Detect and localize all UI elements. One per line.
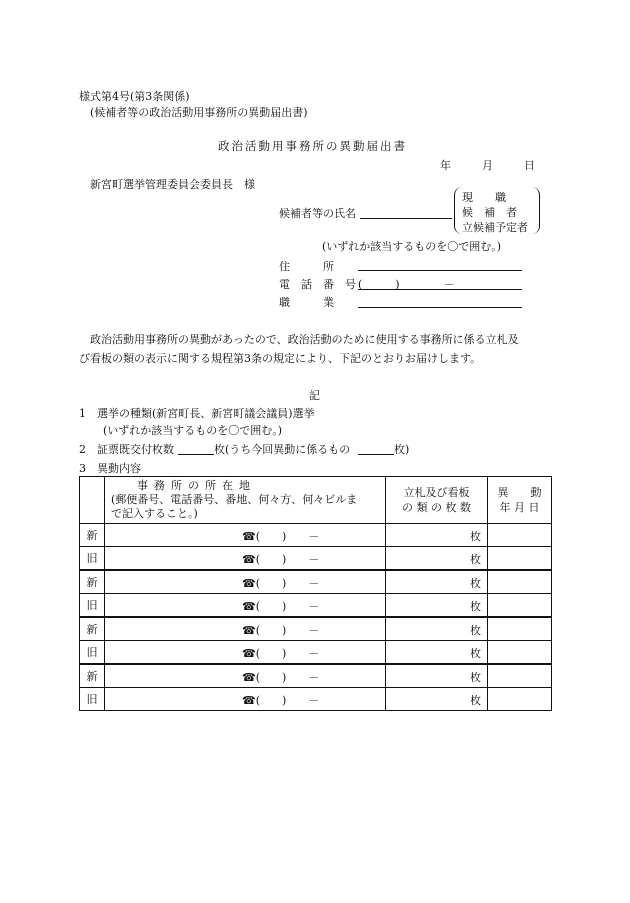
name-field-line[interactable] xyxy=(360,218,452,219)
phone-template-text: ( ) － xyxy=(255,553,320,566)
date-line: 年 月 日 xyxy=(440,159,545,172)
count-cell[interactable] xyxy=(386,688,488,711)
count-unit: 枚 xyxy=(470,671,481,684)
phone-template-text: ( ) － xyxy=(255,577,320,590)
phone-field-line[interactable] xyxy=(358,289,522,290)
header-count-2: の 類 の 枚 数 xyxy=(402,501,471,514)
phone-template xyxy=(242,528,319,544)
date-cell[interactable] xyxy=(488,688,552,711)
row-type: 旧 xyxy=(80,688,105,711)
address-field-line[interactable] xyxy=(358,270,522,271)
changed-count-line[interactable] xyxy=(358,454,394,455)
item-2-end: 枚) xyxy=(394,443,410,456)
count-cell[interactable] xyxy=(386,617,488,641)
address-cell[interactable] xyxy=(105,617,386,641)
phone-icon: ☎ xyxy=(242,600,256,613)
date-cell[interactable] xyxy=(488,524,552,547)
phone-template xyxy=(242,575,319,591)
count-unit: 枚 xyxy=(470,577,481,590)
phone-template xyxy=(242,692,319,708)
row-type: 新 xyxy=(80,617,105,641)
address-label: 住 所 xyxy=(279,260,334,273)
phone-format: ( ) － xyxy=(358,278,455,291)
table-row xyxy=(80,664,552,688)
item-2-label: 2 証票既交付枚数 xyxy=(79,443,174,456)
occupation-label: 職 業 xyxy=(279,296,334,309)
phone-label: 電 話 番 号 xyxy=(279,278,356,291)
date-cell[interactable] xyxy=(488,641,552,665)
date-cell[interactable] xyxy=(488,594,552,618)
phone-icon: ☎ xyxy=(242,577,256,590)
date-cell[interactable] xyxy=(488,547,552,571)
item-1-note: (いずれか該当するものを〇で囲む。) xyxy=(103,424,283,437)
row-type: 新 xyxy=(80,570,105,594)
form-subtitle: (候補者等の政治活動用事務所の異動届出書) xyxy=(90,106,308,119)
phone-icon: ☎ xyxy=(242,694,256,707)
header-address-title: 事務所の所在地 xyxy=(137,479,256,492)
phone-icon: ☎ xyxy=(242,671,256,684)
header-date-2: 年 月 日 xyxy=(499,501,540,514)
address-cell[interactable] xyxy=(105,570,386,594)
table-row xyxy=(80,524,552,547)
count-unit: 枚 xyxy=(470,624,481,637)
roles-note: (いずれか該当するものを〇で囲む。) xyxy=(322,240,502,253)
count-cell[interactable] xyxy=(386,524,488,547)
count-unit: 枚 xyxy=(470,530,481,543)
count-cell[interactable] xyxy=(386,641,488,665)
date-cell[interactable] xyxy=(488,570,552,594)
row-type: 旧 xyxy=(80,547,105,571)
item-3: 3 異動内容 xyxy=(79,462,141,475)
phone-template xyxy=(242,551,319,567)
address-cell[interactable] xyxy=(105,547,386,571)
phone-template xyxy=(242,669,319,685)
role-incumbent[interactable]: 現 職 xyxy=(462,191,506,204)
table-row xyxy=(80,594,552,618)
name-label: 候補者等の氏名 xyxy=(279,207,356,220)
header-count xyxy=(386,477,488,524)
count-cell[interactable] xyxy=(386,547,488,571)
phone-template xyxy=(242,622,319,638)
address-cell[interactable] xyxy=(105,664,386,688)
phone-template-text: ( ) － xyxy=(255,600,320,613)
header-date xyxy=(488,477,552,524)
page-title: 政治活動用事務所の異動届出書 xyxy=(218,139,407,153)
table-row xyxy=(80,547,552,571)
row-type: 新 xyxy=(80,524,105,547)
phone-template xyxy=(242,598,319,614)
role-candidate[interactable]: 候 補 者 xyxy=(462,206,517,219)
phone-icon: ☎ xyxy=(242,553,256,566)
body-text-1: 政治活動用事務所の異動があったので、政治活動のために使用する事務所に係る立札及 xyxy=(79,333,519,346)
date-cell[interactable] xyxy=(488,664,552,688)
change-table xyxy=(79,476,552,711)
role-prospective[interactable]: 立候補予定者 xyxy=(462,221,528,234)
address-cell[interactable] xyxy=(105,641,386,665)
header-address-note-2: で記入すること。) xyxy=(111,507,198,520)
row-type: 旧 xyxy=(80,641,105,665)
count-unit: 枚 xyxy=(470,694,481,707)
item-2-middle: 枚(うち今回異動に係るもの xyxy=(214,443,351,456)
phone-template-text: ( ) － xyxy=(255,624,320,637)
table-row xyxy=(80,570,552,594)
phone-icon: ☎ xyxy=(242,530,256,543)
addressee: 新宮町選挙管理委員会委員長 様 xyxy=(90,178,255,191)
phone-icon: ☎ xyxy=(242,647,256,660)
phone-template-text: ( ) － xyxy=(255,671,320,684)
header-count-1: 立札及び看板 xyxy=(403,486,470,499)
role-bracket xyxy=(454,187,540,234)
count-unit: 枚 xyxy=(470,647,481,660)
address-cell[interactable] xyxy=(105,594,386,618)
row-type: 新 xyxy=(80,664,105,688)
ki-heading: 記 xyxy=(309,389,320,402)
header-date-1: 異 動 xyxy=(497,486,542,499)
header-address xyxy=(105,477,386,524)
phone-template xyxy=(242,645,319,661)
header-type-cell xyxy=(80,477,105,524)
item-1: 1 選挙の種類(新宮町長、新宮町議会議員)選挙 xyxy=(79,407,315,420)
form-number: 様式第4号(第3条関係) xyxy=(79,90,190,103)
table-row xyxy=(80,688,552,711)
occupation-field-line[interactable] xyxy=(358,307,522,308)
phone-template-text: ( ) － xyxy=(255,694,320,707)
count-cell[interactable] xyxy=(386,594,488,618)
issued-count-line[interactable] xyxy=(178,454,214,455)
table-header-row xyxy=(80,477,552,524)
row-type: 旧 xyxy=(80,594,105,618)
date-cell[interactable] xyxy=(488,617,552,641)
count-cell[interactable] xyxy=(386,570,488,594)
table-row xyxy=(80,617,552,641)
count-cell[interactable] xyxy=(386,664,488,688)
count-unit: 枚 xyxy=(470,553,481,566)
header-address-note-1: (郵便番号、電話番号、番地、何々方、何々ビルま xyxy=(111,493,358,506)
table-row xyxy=(80,641,552,665)
address-cell[interactable] xyxy=(105,688,386,711)
phone-template-text: ( ) － xyxy=(255,530,320,543)
body-text-2: び看板の類の表示に関する規程第3条の規定により、下記のとおりお届けします。 xyxy=(79,352,482,365)
phone-template-text: ( ) － xyxy=(255,647,320,660)
address-cell[interactable] xyxy=(105,524,386,547)
count-unit: 枚 xyxy=(470,600,481,613)
phone-icon: ☎ xyxy=(242,624,256,637)
